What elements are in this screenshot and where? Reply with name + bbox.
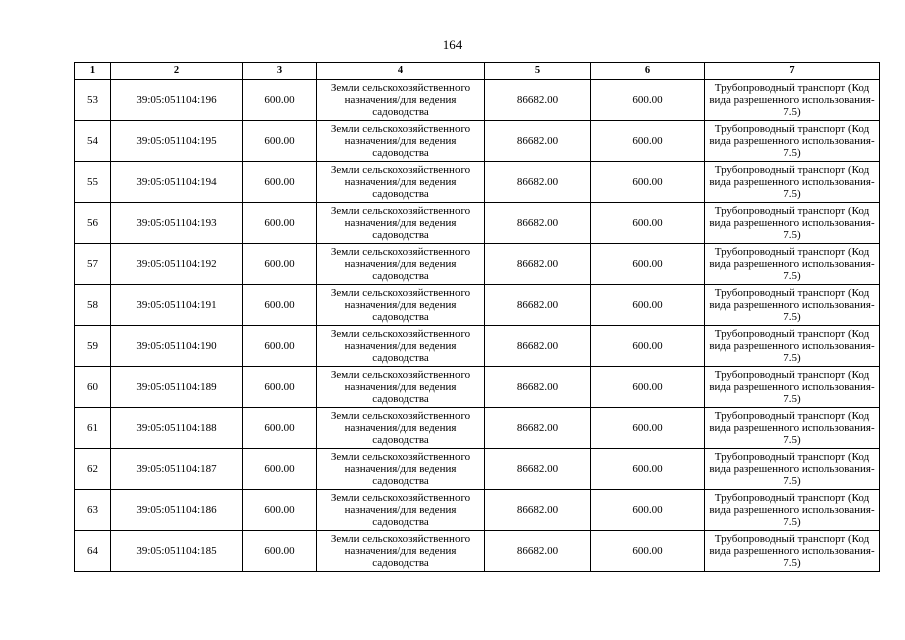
cell-plot-area: 600.00: [243, 121, 317, 162]
cell-permitted-use: Трубопроводный транспорт (Код вида разрешенного использования- 7.5): [705, 531, 880, 572]
cell-encumbered-area: 600.00: [591, 449, 705, 490]
cell-land-category: Земли сельскохозяйственного назначения/для ведения садоводства: [317, 244, 485, 285]
cell-land-category: Земли сельскохозяйственного назначения/для ведения садоводства: [317, 367, 485, 408]
cell-encumbered-area: 600.00: [591, 121, 705, 162]
cell-row-number: 59: [75, 326, 111, 367]
cell-plot-area: 600.00: [243, 244, 317, 285]
cell-cadastral-number: 39:05:051104:187: [111, 449, 243, 490]
cell-row-number: 60: [75, 367, 111, 408]
cell-land-category: Земли сельскохозяйственного назначения/для ведения садоводства: [317, 80, 485, 121]
cell-row-number: 54: [75, 121, 111, 162]
page-number: 164: [442, 37, 463, 52]
cell-cadastral-value: 86682.00: [485, 80, 591, 121]
cell-plot-area: 600.00: [243, 367, 317, 408]
cell-encumbered-area: 600.00: [591, 244, 705, 285]
column-header-6: 6: [591, 63, 705, 80]
column-header-2: 2: [111, 63, 243, 80]
cell-row-number: 55: [75, 162, 111, 203]
cell-land-category: Земли сельскохозяйственного назначения/для ведения садоводства: [317, 449, 485, 490]
cell-permitted-use: Трубопроводный транспорт (Код вида разрешенного использования- 7.5): [705, 285, 880, 326]
cell-plot-area: 600.00: [243, 326, 317, 367]
cell-cadastral-number: 39:05:051104:195: [111, 121, 243, 162]
table-row: [75, 121, 880, 162]
cell-plot-area: 600.00: [243, 531, 317, 572]
table-body: [75, 80, 880, 572]
table-row: [75, 285, 880, 326]
cell-permitted-use: Трубопроводный транспорт (Код вида разрешенного использования- 7.5): [705, 244, 880, 285]
cell-cadastral-value: 86682.00: [485, 490, 591, 531]
cell-cadastral-number: 39:05:051104:192: [111, 244, 243, 285]
cell-row-number: 62: [75, 449, 111, 490]
column-header-4: 4: [317, 63, 485, 80]
cell-encumbered-area: 600.00: [591, 367, 705, 408]
cell-permitted-use: Трубопроводный транспорт (Код вида разрешенного использования- 7.5): [705, 326, 880, 367]
cell-cadastral-number: 39:05:051104:196: [111, 80, 243, 121]
cell-plot-area: 600.00: [243, 80, 317, 121]
table-row: [75, 449, 880, 490]
cell-land-category: Земли сельскохозяйственного назначения/для ведения садоводства: [317, 121, 485, 162]
table-row: [75, 490, 880, 531]
cell-cadastral-value: 86682.00: [485, 121, 591, 162]
cell-encumbered-area: 600.00: [591, 490, 705, 531]
column-header-1: 1: [75, 63, 111, 80]
cell-permitted-use: Трубопроводный транспорт (Код вида разрешенного использования- 7.5): [705, 162, 880, 203]
table-row: [75, 367, 880, 408]
table-row: [75, 80, 880, 121]
table-row: [75, 408, 880, 449]
cell-cadastral-number: 39:05:051104:185: [111, 531, 243, 572]
column-header-7: 7: [705, 63, 880, 80]
cell-permitted-use: Трубопроводный транспорт (Код вида разрешенного использования- 7.5): [705, 367, 880, 408]
cell-plot-area: 600.00: [243, 162, 317, 203]
cell-land-category: Земли сельскохозяйственного назначения/для ведения садоводства: [317, 408, 485, 449]
cell-permitted-use: Трубопроводный транспорт (Код вида разрешенного использования- 7.5): [705, 490, 880, 531]
cell-cadastral-number: 39:05:051104:189: [111, 367, 243, 408]
cell-encumbered-area: 600.00: [591, 408, 705, 449]
cell-cadastral-value: 86682.00: [485, 203, 591, 244]
cell-plot-area: 600.00: [243, 203, 317, 244]
cell-row-number: 56: [75, 203, 111, 244]
cell-land-category: Земли сельскохозяйственного назначения/для ведения садоводства: [317, 531, 485, 572]
cell-cadastral-value: 86682.00: [485, 244, 591, 285]
cell-cadastral-number: 39:05:051104:186: [111, 490, 243, 531]
cell-cadastral-value: 86682.00: [485, 449, 591, 490]
cell-plot-area: 600.00: [243, 285, 317, 326]
cell-cadastral-number: 39:05:051104:190: [111, 326, 243, 367]
table-row: [75, 203, 880, 244]
table-row: [75, 162, 880, 203]
cell-plot-area: 600.00: [243, 449, 317, 490]
cell-encumbered-area: 600.00: [591, 80, 705, 121]
cell-land-category: Земли сельскохозяйственного назначения/для ведения садоводства: [317, 490, 485, 531]
cell-plot-area: 600.00: [243, 408, 317, 449]
cell-row-number: 63: [75, 490, 111, 531]
cell-row-number: 61: [75, 408, 111, 449]
cell-land-category: Земли сельскохозяйственного назначения/для ведения садоводства: [317, 162, 485, 203]
cell-encumbered-area: 600.00: [591, 326, 705, 367]
cell-encumbered-area: 600.00: [591, 162, 705, 203]
cell-cadastral-number: 39:05:051104:191: [111, 285, 243, 326]
cell-permitted-use: Трубопроводный транспорт (Код вида разрешенного использования- 7.5): [705, 408, 880, 449]
table-row: [75, 531, 880, 572]
cell-cadastral-value: 86682.00: [485, 367, 591, 408]
cell-row-number: 53: [75, 80, 111, 121]
cell-encumbered-area: 600.00: [591, 531, 705, 572]
table-header-row: [75, 63, 880, 80]
cell-encumbered-area: 600.00: [591, 285, 705, 326]
cell-permitted-use: Трубопроводный транспорт (Код вида разрешенного использования- 7.5): [705, 449, 880, 490]
cell-cadastral-number: 39:05:051104:188: [111, 408, 243, 449]
cell-row-number: 57: [75, 244, 111, 285]
land-plots-table: [74, 62, 880, 572]
cell-cadastral-value: 86682.00: [485, 162, 591, 203]
cell-cadastral-number: 39:05:051104:193: [111, 203, 243, 244]
cell-permitted-use: Трубопроводный транспорт (Код вида разрешенного использования- 7.5): [705, 121, 880, 162]
cell-row-number: 58: [75, 285, 111, 326]
cell-encumbered-area: 600.00: [591, 203, 705, 244]
cell-permitted-use: Трубопроводный транспорт (Код вида разрешенного использования- 7.5): [705, 80, 880, 121]
cell-land-category: Земли сельскохозяйственного назначения/для ведения садоводства: [317, 285, 485, 326]
cell-cadastral-value: 86682.00: [485, 285, 591, 326]
column-header-3: 3: [243, 63, 317, 80]
cell-land-category: Земли сельскохозяйственного назначения/для ведения садоводства: [317, 326, 485, 367]
cell-cadastral-value: 86682.00: [485, 531, 591, 572]
cell-permitted-use: Трубопроводный транспорт (Код вида разрешенного использования- 7.5): [705, 203, 880, 244]
cell-row-number: 64: [75, 531, 111, 572]
column-header-5: 5: [485, 63, 591, 80]
cell-cadastral-value: 86682.00: [485, 408, 591, 449]
cell-land-category: Земли сельскохозяйственного назначения/для ведения садоводства: [317, 203, 485, 244]
cell-cadastral-number: 39:05:051104:194: [111, 162, 243, 203]
table-row: [75, 244, 880, 285]
table-row: [75, 326, 880, 367]
cell-plot-area: 600.00: [243, 490, 317, 531]
cell-cadastral-value: 86682.00: [485, 326, 591, 367]
